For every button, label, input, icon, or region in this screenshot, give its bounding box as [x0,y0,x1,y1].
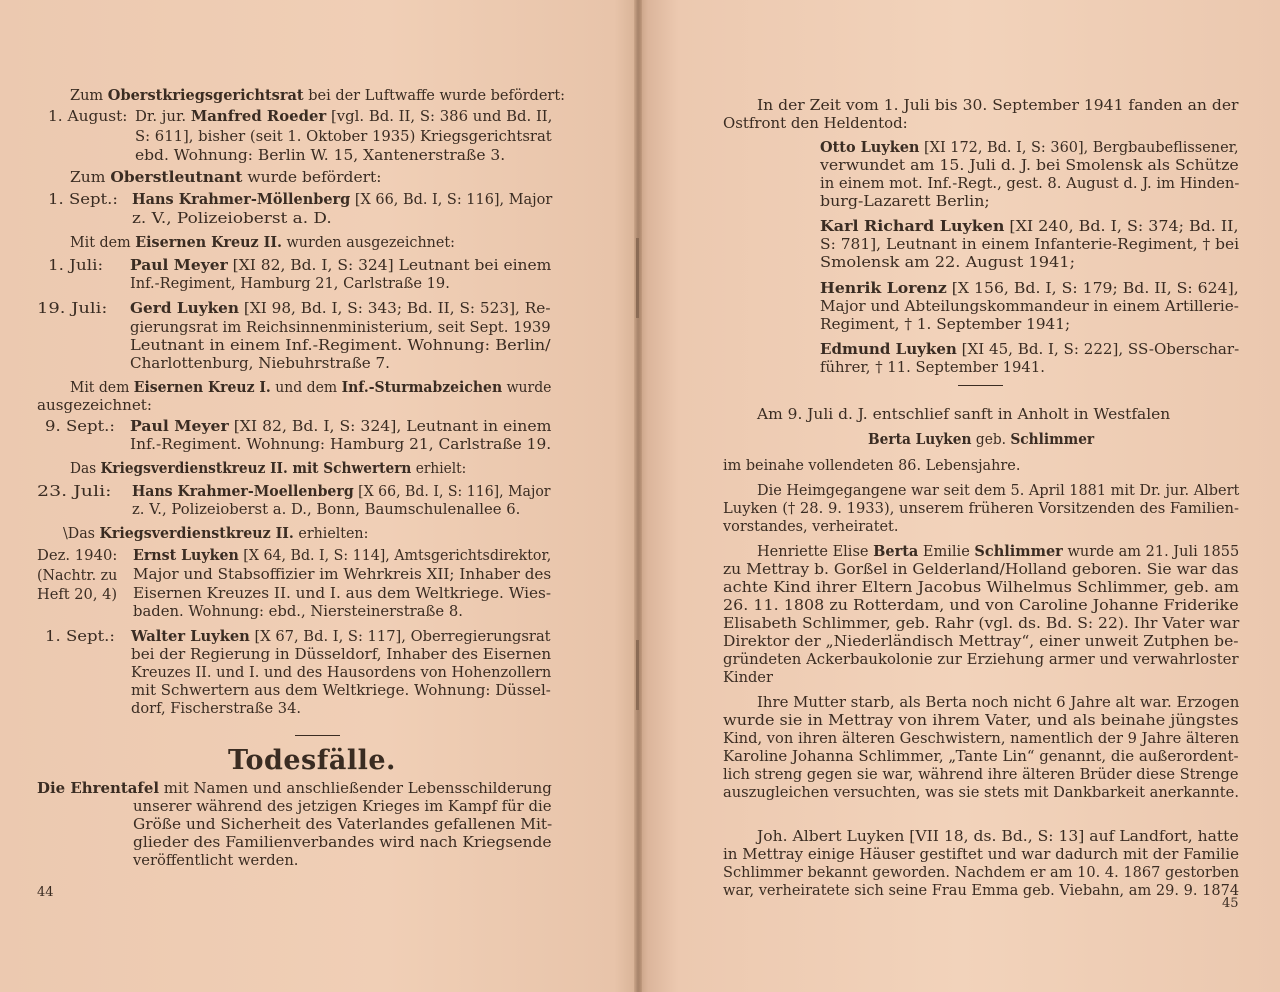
text-line: mit Schwertern aus dem Weltkriege. Wohnung: Düssel- [131,682,551,699]
text-line: 1. August: [48,108,128,125]
right-page [640,0,1280,992]
text-line: ebd. Wohnung: Berlin W. 15, Xantenerstraße 3. [135,147,506,164]
text-line: in einem mot. Inf.-Regt., gest. 8. August d. J. im Hinden- [820,175,1240,192]
text-line: In der Zeit vom 1. Juli bis 30. September 1941 fanden an der [757,97,1239,114]
text-line: 19. Juli: [37,300,108,317]
text-line: Smolensk am 22. August 1941; [820,254,1076,271]
text-line: unserer während des jetzigen Krieges im Kampf für die [133,798,552,815]
text-line: z. V., Polizeioberst a. D., Bonn, Baumschulenallee 6. [132,501,521,518]
text-line: war, verheiratete sich seine Frau Emma geb. Viebahn, am 29. 9. 1874 [723,882,1240,899]
text-line: Hans Krahmer-Moellenberg [X 66, Bd. I, S: 116], Major [132,483,551,500]
separator-rule [295,735,340,736]
separator-rule [958,385,1003,386]
text-line: Major und Abteilungskommandeur in einem Artillerie- [820,298,1239,315]
text-line: Kinder [723,669,773,686]
text-line: Am 9. Juli d. J. entschlief sanft in Anholt in Westfalen [757,406,1171,423]
text-line: Hans Krahmer-Möllenberg [X 66, Bd. I, S: 116], Major [132,191,553,208]
text-line: veröffentlicht werden. [133,852,299,869]
text-line: S: 781], Leutnant in einem Infanterie-Regiment, † bei [820,236,1240,253]
text-line: Berta Luyken geb. Schlimmer [868,431,1095,448]
text-line: Ostfront den Heldentod: [723,115,908,132]
text-line: lich streng gegen sie war, während ihre älteren Brüder diese Strenge [723,766,1239,783]
text-line: Paul Meyer [XI 82, Bd. I, S: 324], Leutnant in einem [130,418,552,435]
text-line: 1. Juli: [48,257,104,274]
text-line: baden. Wohnung: ebd., Niersteinerstraße 8. [133,603,463,620]
text-line: Zum Oberstleutnant wurde befördert: [70,169,382,186]
text-line: (Nachtr. zu [37,567,118,584]
text-line: Mit dem Eisernen Kreuz I. und dem Inf.-Sturmabzeichen wurde [70,379,552,396]
page-number-left: 44 [37,885,54,900]
text-line: gründeten Ackerbaukolonie zur Erziehung armer und verwahrloster [723,651,1239,668]
text-line: Edmund Luyken [XI 45, Bd. I, S: 222], SS-Oberschar- [820,341,1240,358]
text-line: vorstandes, verheiratet. [723,518,899,535]
text-line: Ihre Mutter starb, als Berta noch nicht 6 Jahre alt war. Erzogen [757,694,1240,711]
text-line: ausgezeichnet: [37,397,152,414]
text-line: Mit dem Eisernen Kreuz II. wurden ausgezeichnet: [70,234,455,251]
text-line: verwundet am 15. Juli d. J. bei Smolensk als Schütze [820,157,1239,174]
text-line: Direktor der „Niederländisch Mettray“, einer unweit Zutphen be- [723,633,1239,650]
text-line: S: 611], bisher (seit 1. Oktober 1935) Kriegsgerichtsrat [135,128,552,145]
text-line: im beinahe vollendeten 86. Lebensjahre. [723,457,1021,474]
text-line: Elisabeth Schlimmer, geb. Rahr (vgl. ds. Bd. S: 22). Ihr Vater war [723,615,1240,632]
text-line: Otto Luyken [XI 172, Bd. I, S: 360], Bergbaubeflissener, [820,139,1239,156]
text-line: Das Kriegsverdienstkreuz II. mit Schwertern erhielt: [70,460,467,477]
text-line: dorf, Fischerstraße 34. [131,700,301,717]
text-line: z. V., Polizeioberst a. D. [132,210,332,227]
text-line: 1. Sept.: [45,628,115,645]
text-line: Luyken († 28. 9. 1933), unserem früheren Vorsitzenden des Familien- [723,500,1239,517]
text-line: Henriette Elise Berta Emilie Schlimmer wurde am 21. Juli 1855 [757,543,1240,560]
text-line: achte Kind ihrer Eltern Jacobus Wilhelmus Schlimmer, geb. am [723,579,1240,596]
section-heading-todesfaelle: Todesfälle. [228,745,396,776]
text-line: Kreuzes II. und I. und des Hausordens von Hohenzollern [131,664,552,681]
text-line: Inf.-Regiment. Wohnung: Hamburg 21, Carlstraße 19. [130,436,552,453]
text-line: \Das Kriegsverdienstkreuz II. erhielten: [63,525,369,542]
text-line: Dez. 1940: [37,547,118,564]
left-page [0,0,637,992]
text-line: gierungsrat im Reichsinnenministerium, seit Sept. 1939 [130,319,551,336]
text-line: 1. Sept.: [48,191,118,208]
text-line: Regiment, † 1. September 1941; [820,316,1071,333]
text-line: Charlottenburg, Niebuhrstraße 7. [130,355,390,372]
text-line: Karl Richard Luyken [XI 240, Bd. I, S: 374; Bd. II, [820,218,1239,235]
text-line: Dr. jur. Manfred Roeder [vgl. Bd. II, S: 386 und Bd. II, [135,108,553,125]
text-line: glieder des Familienverbandes wird nach Kriegsende [133,834,552,851]
text-line: Kind, von ihren älteren Geschwistern, namentlich der 9 Jahre älteren [723,730,1240,747]
text-line: Karoline Johanna Schlimmer, „Tante Lin“ genannt, die außerordent- [723,748,1239,765]
text-line: Ernst Luyken [X 64, Bd. I, S: 114], Amtsgerichtsdirektor, [133,547,552,564]
text-line: bei der Regierung in Düsseldorf, Inhaber des Eisernen [131,646,552,663]
text-line: führer, † 11. September 1941. [820,359,1045,376]
text-line: Leutnant in einem Inf.-Regiment. Wohnung: Berlin/ [130,337,551,354]
text-line: zu Mettray b. Gorßel in Gelderland/Holland geboren. Sie war das [723,561,1239,578]
text-line: Inf.-Regiment, Hamburg 21, Carlstraße 19. [130,275,450,292]
text-line: Eisernen Kreuzes II. und I. aus dem Weltkriege. Wies- [133,585,552,602]
text-line: Die Heimgegangene war seit dem 5. April 1881 mit Dr. jur. Albert [757,482,1240,499]
text-line: auszugleichen versuchten, was sie stets mit Dankbarkeit anerkannte. [723,784,1239,801]
text-line: wurde sie in Mettray von ihrem Vater, und als beinahe jüngstes [723,712,1239,729]
text-line: Henrik Lorenz [X 156, Bd. I, S: 179; Bd. II, S: 624], [820,280,1239,297]
text-line: Gerd Luyken [XI 98, Bd. I, S: 343; Bd. II, S: 523], Re- [130,300,551,317]
text-line: Schlimmer bekannt geworden. Nachdem er am 10. 4. 1867 gestorben [723,864,1240,881]
text-line: Heft 20, 4) [37,586,118,603]
text-line: 9. Sept.: [45,418,115,435]
text-line: burg-Lazarett Berlin; [820,193,990,210]
text-line: Größe und Sicherheit des Vaterlandes gefallenen Mit- [133,816,553,833]
text-line: 26. 11. 1808 zu Rotterdam, und von Caroline Johanne Friderike [723,597,1239,614]
text-line: Walter Luyken [X 67, Bd. I, S: 117], Oberregierungsrat [131,628,551,645]
text-line: Paul Meyer [XI 82, Bd. I, S: 324] Leutnant bei einem [130,257,552,274]
page-number-right: 45 [1222,896,1239,911]
text-line: Zum Oberstkriegsgerichtsrat bei der Luftwaffe wurde befördert: [70,87,566,104]
text-line: Die Ehrentafel mit Namen und anschließender Lebensschilderung [37,780,552,797]
text-line: 23. Juli: [37,483,112,500]
text-line: Major und Stabsoffizier im Wehrkreis XII; Inhaber des [133,566,552,583]
text-line: Joh. Albert Luyken [VII 18, ds. Bd., S: 13] auf Landfort, hatte [757,828,1239,845]
text-line: in Mettray einige Häuser gestiftet und war dadurch mit der Familie [723,846,1240,863]
